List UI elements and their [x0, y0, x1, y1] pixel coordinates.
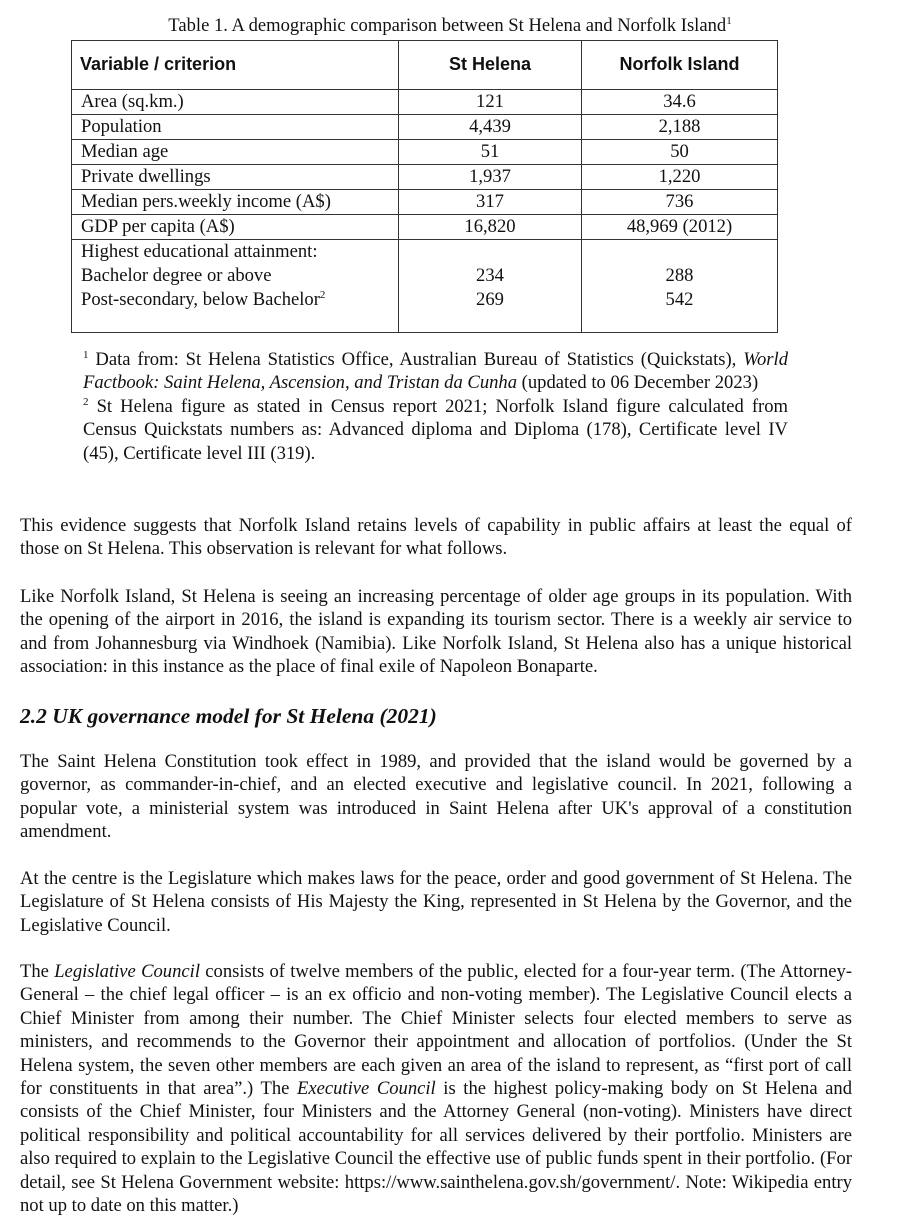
- table-cell: Private dwellings: [72, 165, 399, 190]
- bachelor-sh-value: 234: [476, 265, 504, 286]
- table-cell: 16,820: [399, 215, 582, 240]
- bachelor-ni-value: 288: [665, 265, 694, 286]
- table-cell: 4,439: [399, 115, 582, 140]
- education-label: Highest educational attainment:: [81, 241, 318, 262]
- postsec-label-text: Post-secondary, below Bachelor: [81, 289, 320, 310]
- table-cell: [399, 240, 582, 333]
- paragraph: [20, 960, 852, 1217]
- paragraph-text: The: [20, 961, 55, 982]
- footnote-ref: 1: [726, 14, 732, 27]
- table-cell: 317: [399, 190, 582, 215]
- table-cell: 48,969 (2012): [582, 215, 778, 240]
- paragraph: Like Norfolk Island, St Helena is seeing an increasing percentage of older age groups in its population. With the opening of the airport in 2016, the island is expanding its tourism sector. There is a weekly air service to and from Johannesburg via Windhoek (Namibia). Like Norfolk Island, St Helena also has a unique historical association: in this instance as the place of final exile of Napoleon Bonaparte.: [20, 586, 852, 678]
- paragraph: The Saint Helena Constitution took effect in 1989, and provided that the island would be governed by a governor, as commander-in-chief, and an elected executive and legislative council. In 2021, following a popular vote, a ministerial system was introduced in Saint Helena after UK's approval of a constitution amendment.: [20, 751, 852, 843]
- column-header: Variable / criterion: [72, 41, 399, 90]
- table-row-education: [72, 240, 778, 333]
- table-cell: Median pers.weekly income (A$): [72, 190, 399, 215]
- table-cell: 1,937: [399, 165, 582, 190]
- footnote-text: Data from: St Helena Statistics Office, Australian Bureau of Statistics (Quickstats),: [88, 349, 744, 370]
- footnote-2: [83, 395, 788, 465]
- bachelor-label: Bachelor degree or above: [81, 265, 272, 286]
- column-header: St Helena: [399, 41, 582, 90]
- table-cell: Population: [72, 115, 399, 140]
- table-cell: 51: [399, 140, 582, 165]
- paragraph-italic-text: Legislative Council: [54, 961, 200, 982]
- footnote-marker: 2: [83, 395, 89, 408]
- demographic-table: [71, 40, 778, 333]
- table-cell: GDP per capita (A$): [72, 215, 399, 240]
- paragraph-text: consists of twelve members of the public, elected for a four-year term. (The Attorney-General – the chief legal officer – is an ex officio and non-voting member). The Legislative Council elects a Chief Minister from among their number. The Chief Minister selects four elected members to serve as ministers, and recommends to the Governor their appointment and allocation of portfolios. (Under the St Helena system, the seven other members are each given an area of the island to represent, as “first port of call for constituents in that area”.) The: [20, 961, 853, 1100]
- table-cell: 50: [582, 140, 778, 165]
- table-cell: [582, 240, 778, 333]
- table-row: [72, 190, 778, 215]
- footnote-italic-text: World Factbook: Saint Helena, Ascension, and Tristan da Cunha: [83, 349, 788, 394]
- table-row: [72, 215, 778, 240]
- table-row: [72, 165, 778, 190]
- table-header-row: [72, 41, 778, 90]
- table-row: [72, 140, 778, 165]
- postsec-sh-value: 269: [476, 289, 504, 310]
- paragraph: This evidence suggests that Norfolk Island retains levels of capability in public affairs at least the equal of those on St Helena. This observation is relevant for what follows.: [20, 515, 852, 560]
- table-cell: 121: [399, 90, 582, 115]
- footnote-1: [83, 348, 788, 395]
- table-caption-text: Table 1. A demographic comparison between St Helena and Norfolk Island: [168, 15, 727, 36]
- footnote-marker: 1: [83, 348, 89, 361]
- postsec-ni-value: 542: [665, 289, 694, 310]
- table-cell: [72, 240, 399, 333]
- paragraph-italic-text: Executive Council: [296, 1078, 436, 1100]
- footnote-text: (updated to 06 December 2023): [517, 372, 759, 394]
- table-cell: 1,220: [582, 165, 778, 190]
- postsec-label: [81, 288, 398, 312]
- section-heading: 2.2 UK governance model for St Helena (2021): [20, 704, 437, 728]
- paragraph-text: is the highest policy-making body on St Helena and consists of the Chief Minister, four Ministers and the Attorney General (non-voting). Ministers have direct political responsibility and political accountability for all services delivered by their portfolio. Ministers are also required to explain to the Legislative Council the effective use of public funds spent in their portfolio. (For detail, see St Helena Government website: https://www.sainthelena.gov.sh/government/. Note: Wikipedia entry not up to date on this matter.): [20, 1078, 853, 1217]
- table-cell: 34.6: [582, 90, 778, 115]
- paragraph: At the centre is the Legislature which makes laws for the peace, order and good government of St Helena. The Legislature of St Helena consists of His Majesty the King, represented in St Helena by the Governor, and the Legislative Council.: [20, 868, 852, 936]
- footnote-ref: 2: [319, 288, 326, 301]
- table-row: [72, 90, 778, 115]
- table-cell: Median age: [72, 140, 399, 165]
- table-cell: 2,188: [582, 115, 778, 140]
- table-cell: 736: [582, 190, 778, 215]
- table-footnotes: [83, 348, 788, 465]
- table-caption: [0, 14, 900, 38]
- footnote-text: St Helena figure as stated in Census report 2021; Norfolk Island figure calculated from Census Quickstats numbers as: Advanced diploma and Diploma (178), Certificate level IV (45), Certificate level III (319).: [83, 395, 788, 464]
- column-header: Norfolk Island: [582, 41, 778, 90]
- table-cell: Area (sq.km.): [72, 90, 399, 115]
- table-row: [72, 115, 778, 140]
